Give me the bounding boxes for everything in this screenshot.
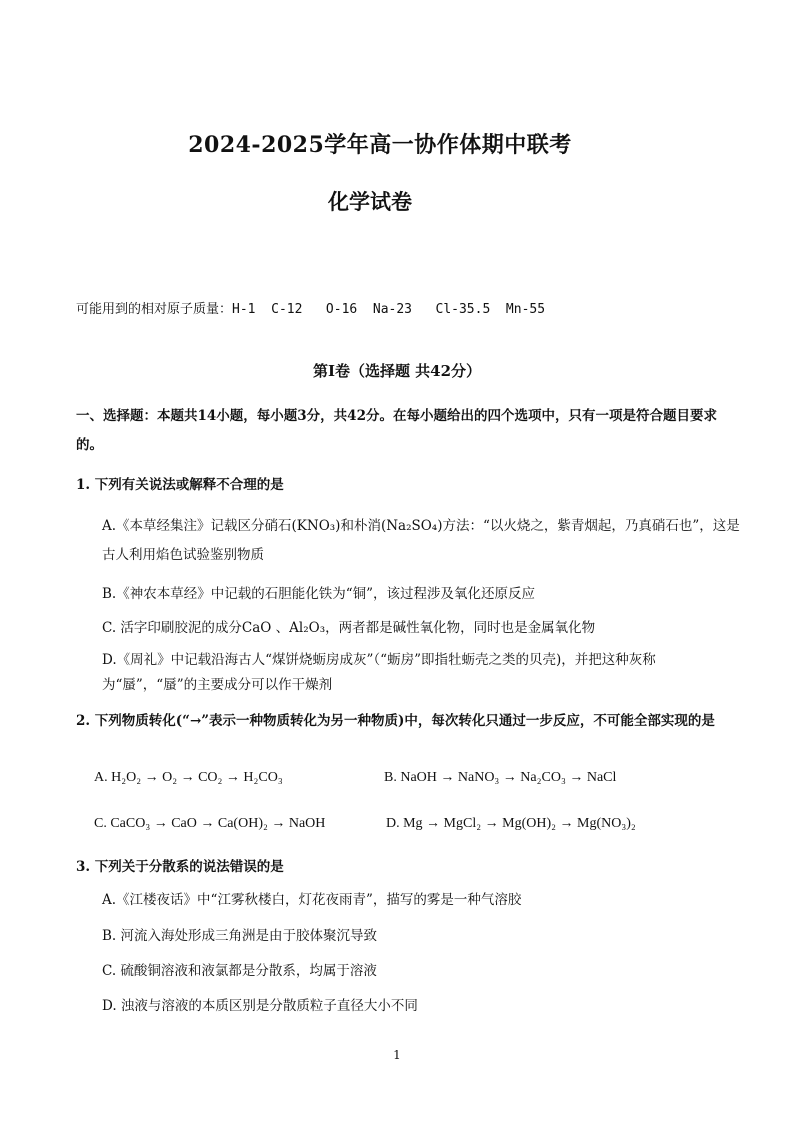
- section-intro: 一、选择题：本题共14小题，每小题3分，共42分。在每小题给出的四个选项中，只有一项是符合题目要求的。: [76, 408, 717, 453]
- page-number: 1: [393, 1048, 401, 1062]
- question-1-option-c: C. 活字印刷胶泥的成分CaO 、Al₂O₃，两者都是碱性氧化物，同时也是金属氧化物: [102, 620, 596, 636]
- question-1-stem: 1. 下列有关说法或解释不合理的是: [76, 477, 284, 493]
- atomic-masses: 可能用到的相对原子质量：H-1 C-12 O-16 Na-23 Cl-35.5 Mn-55: [76, 302, 546, 317]
- question-1-option-b: B.《神农本草经》中记载的石胆能化铁为“铜”，该过程涉及氧化还原反应: [102, 586, 536, 602]
- question-2-option-c: C. CaCO₃ → CaO → Ca(OH)₂ → NaOH: [94, 816, 326, 831]
- exam-title: 2024-2025学年高一协作体期中联考: [188, 132, 572, 158]
- question-3-option-c: C. 硫酸铜溶液和液氯都是分散系，均属于溶液: [102, 963, 377, 979]
- part-title: 第Ⅰ卷（选择题 共42分）: [312, 362, 482, 380]
- question-3-option-b: B. 河流入海处形成三角洲是由于胶体聚沉导致: [102, 928, 378, 944]
- question-3-option-d: D. 浊液与溶液的本质区别是分散质粒子直径大小不同: [102, 998, 418, 1014]
- question-2-option-a: A. H₂O₂ → O₂ → CO₂ → H₂CO₃: [94, 770, 283, 785]
- question-2-stem: 2. 下列物质转化(“→”表示一种物质转化为另一种物质)中，每次转化只通过一步反应，不可能全部实现的是: [76, 713, 715, 729]
- exam-subtitle: 化学试卷: [328, 189, 412, 214]
- question-2-option-b: B. NaOH → NaNO₃ → Na₂CO₃ → NaCl: [384, 770, 617, 785]
- question-1-option-a: A.《本草经集注》记载区分硝石(KNO₃)和朴消(Na₂SO₄)方法：“以火烧之，紫青烟起，乃真硝石也”，这是古人利用焰色试验鉴别物质: [102, 518, 740, 563]
- question-1-option-d: D.《周礼》中记载沿海古人“煤饼烧蛎房成灰”（“蛎房”即指牡蛎壳之类的贝壳)，并把这种灰称为“蜃”，“蜃”的主要成分可以作干燥剂: [102, 652, 656, 693]
- question-2-option-d: D. Mg → MgCl₂ → Mg(OH)₂ → Mg(NO₃)₂: [386, 816, 636, 831]
- question-3-option-a: A.《江楼夜话》中“江雾秋楼白，灯花夜雨青”，描写的雾是一种气溶胶: [102, 892, 522, 908]
- question-3-stem: 3. 下列关于分散系的说法错误的是: [76, 859, 284, 875]
